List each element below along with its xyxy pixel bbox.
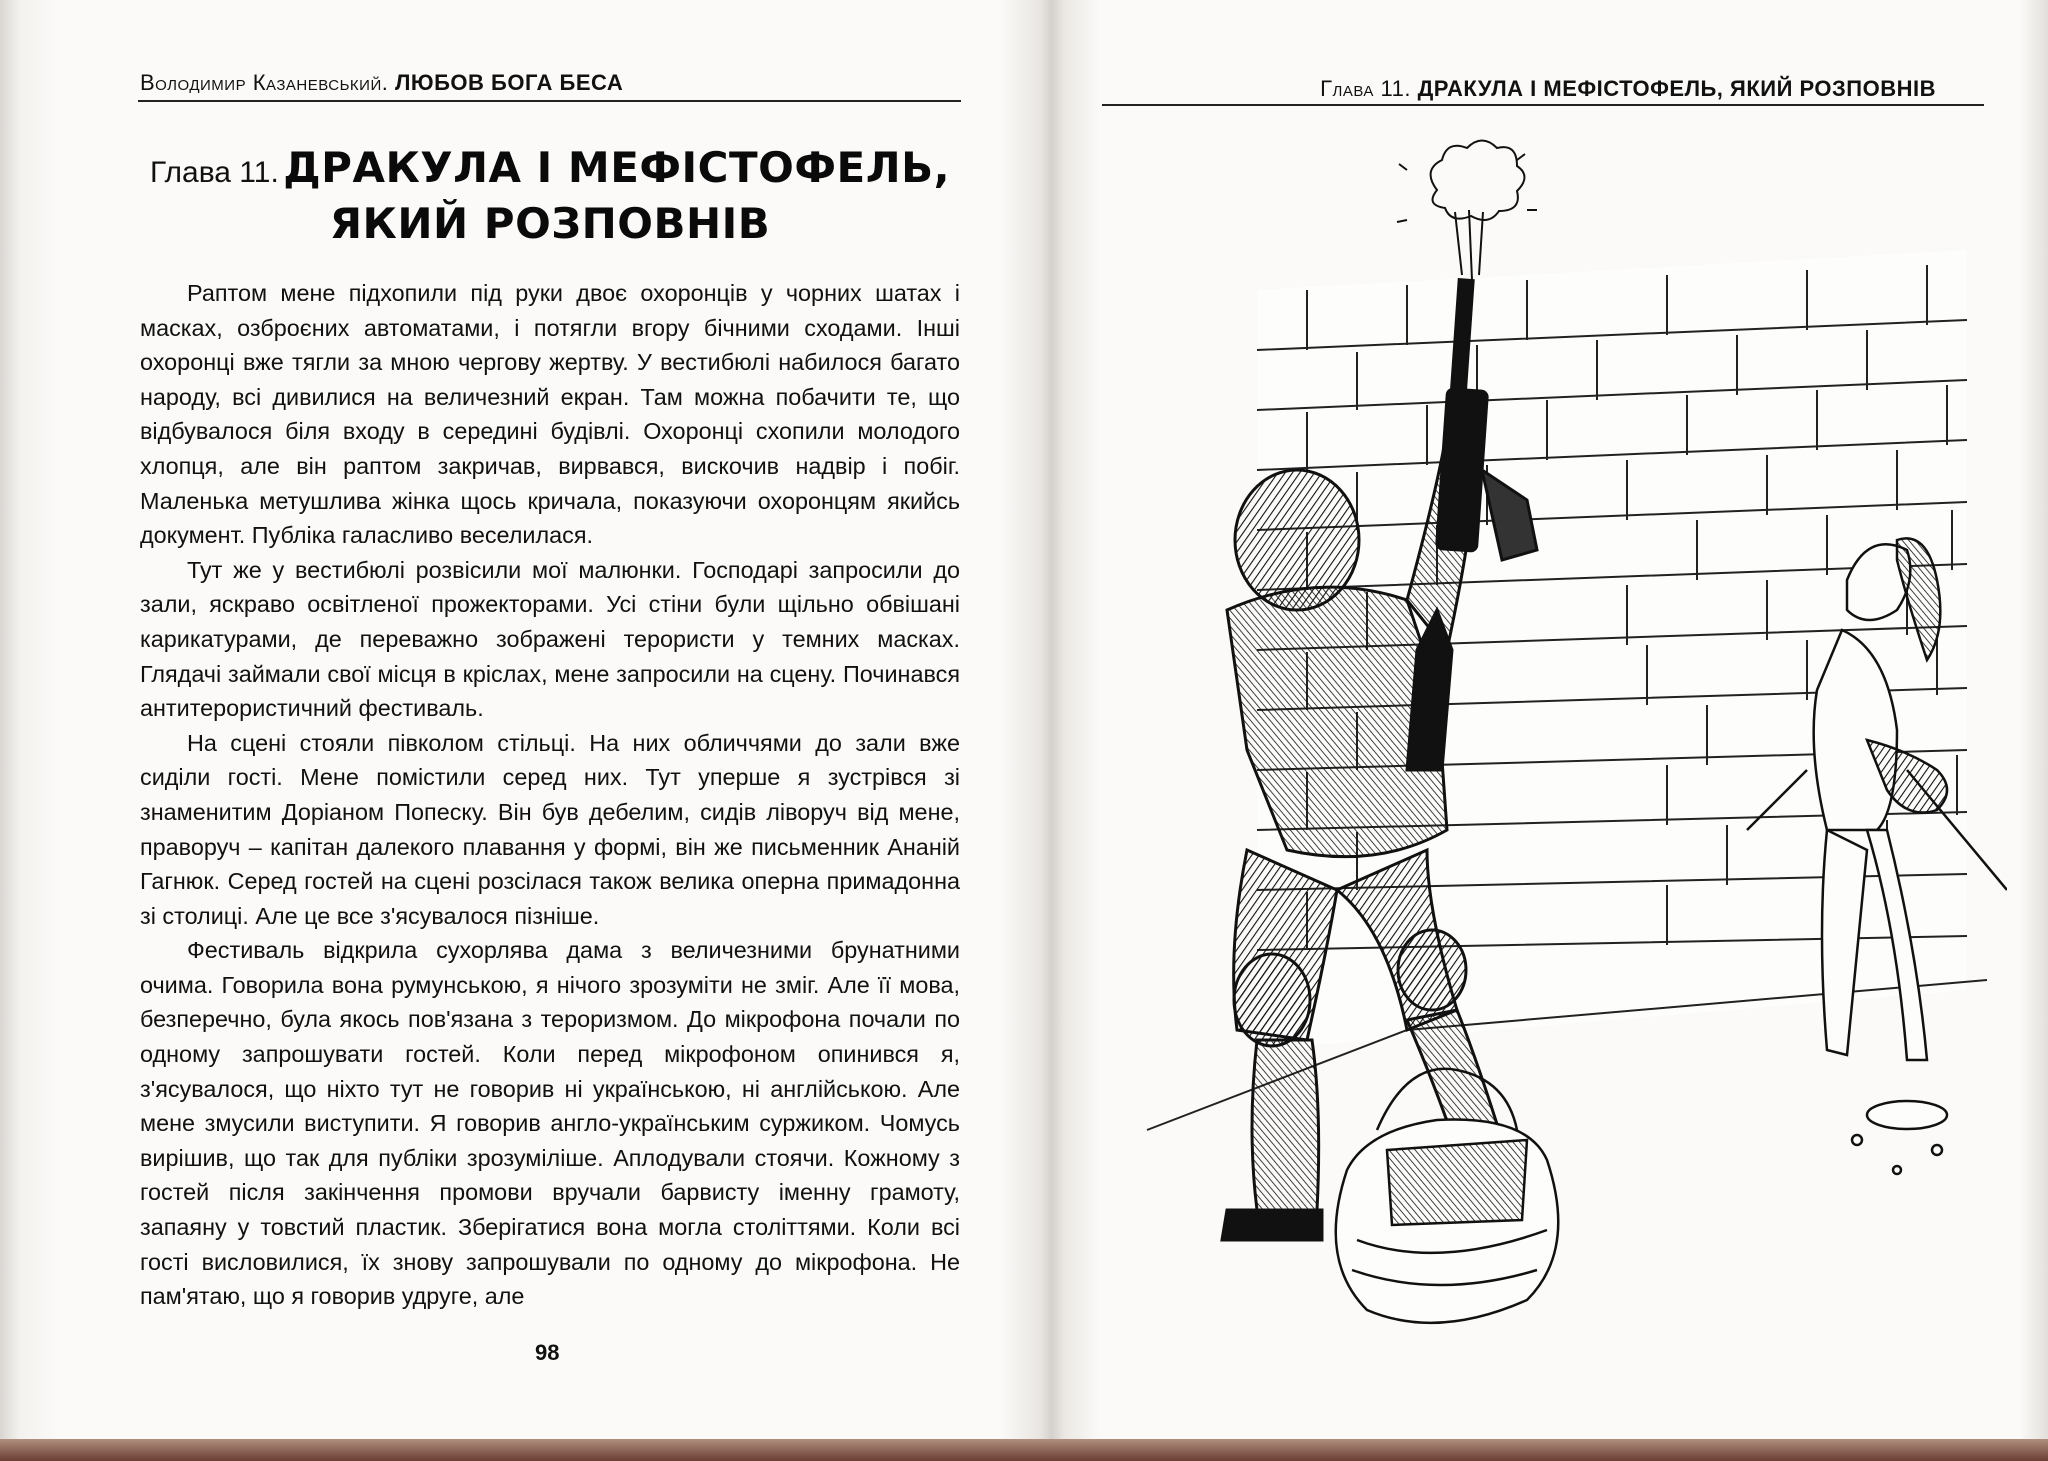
chapter-label: Глава 11. xyxy=(149,156,279,189)
running-head-book-title: ЛЮБОВ БОГА БЕСА xyxy=(394,70,624,95)
running-head-author: Володимир Казаневський. xyxy=(140,70,389,95)
cartoon-illustration xyxy=(1107,130,2007,1340)
running-head-chapter-title: ДРАКУЛА І МЕФІСТОФЕЛЬ, ЯКИЙ РОЗПОВНІВ xyxy=(1417,76,1936,101)
right-running-head xyxy=(1320,76,1936,102)
right-header-rule xyxy=(1102,104,1984,106)
chapter-body xyxy=(140,276,960,1314)
left-header-rule xyxy=(138,100,961,102)
gunshot-smoke xyxy=(1397,141,1537,281)
right-page xyxy=(1052,0,2048,1440)
chapter-heading xyxy=(140,140,960,252)
left-running-head xyxy=(140,70,623,96)
book-cover-edge xyxy=(0,1439,2048,1461)
paragraph: Фестиваль відкрила сухорлява дама з величезними брунатними очима. Говорила вона румунською, я нічого зрозуміти не зміг. Але її мова, безперечно, була якось пов'язана з тероризмом. До мікрофона почали по одному запрошувати гостей. Коли перед мікрофоном опинився я, з'ясувалося, що ніхто тут не говорив ні українською, ні англійською. Але мене змусили виступити. Я говорив англо-українським суржиком. Чомусь вирішив, що так для публіки зрозуміліше. Аплодували стоячи. Кожному з гостей після закінчення промови вручали барвисту іменну грамоту, запаяну у товстий пластик. Зберігатися вона могла століттями. Коли всі гості висловилися, їх знову запрошували по одному до мікрофона. Не пам'ятаю, що я говорив удруге, але xyxy=(140,937,960,1310)
paragraph: Раптом мене підхопили під руки двоє охоронців у чорних шатах і масках, озброєних автоматами, і потягли вгору бічними сходами. Інші охоронці вже тягли за мною чергову жертву. У вестибюлі набилося багато народу, всі дивилися на величезний екран. Там можна побачити те, що відбувалося біля входу в середині будівлі. Охоронці схопили молодого хлопця, але він раптом закричав, вирвався, вискочив надвір і побіг. Маленька метушлива жінка щось кричала, показуючи охоронцям якийсь документ. Публіка галасливо веселилася. xyxy=(140,280,960,549)
paragraph: На сцені стояли півколом стільці. На них обличчями до зали вже сиділи гості. Мене помістили серед них. Тут уперше я зустрівся зі знаменитим Доріаном Попеску. Він був дебелим, сидів ліворуч від мене, праворуч – капітан далекого плавання у формі, він же письменник Ананій Гагнюк. Серед гостей на сцені розсілася також велика оперна примадонна зі столиці. Але це все з'ясувалося пізніше. xyxy=(140,729,960,929)
page-number: 98 xyxy=(535,1340,560,1365)
paragraph: Тут же у вестибюлі розвісили мої малюнки. Господарі запросили до зали, яскраво освітленої прожекторами. Усі стіни були щільно обвішані карикатурами, де переважно зображені терористи у темних масках. Глядачі займали свої місця в кріслах, мене запросили на сцену. Починався антитерористичний фестиваль. xyxy=(140,556,960,722)
chapter-title: ДРАКУЛА І МЕФІСТОФЕЛЬ, ЯКИЙ РОЗПОВНІВ xyxy=(283,143,951,248)
running-head-chapter-label: Глава 11. xyxy=(1320,76,1411,101)
